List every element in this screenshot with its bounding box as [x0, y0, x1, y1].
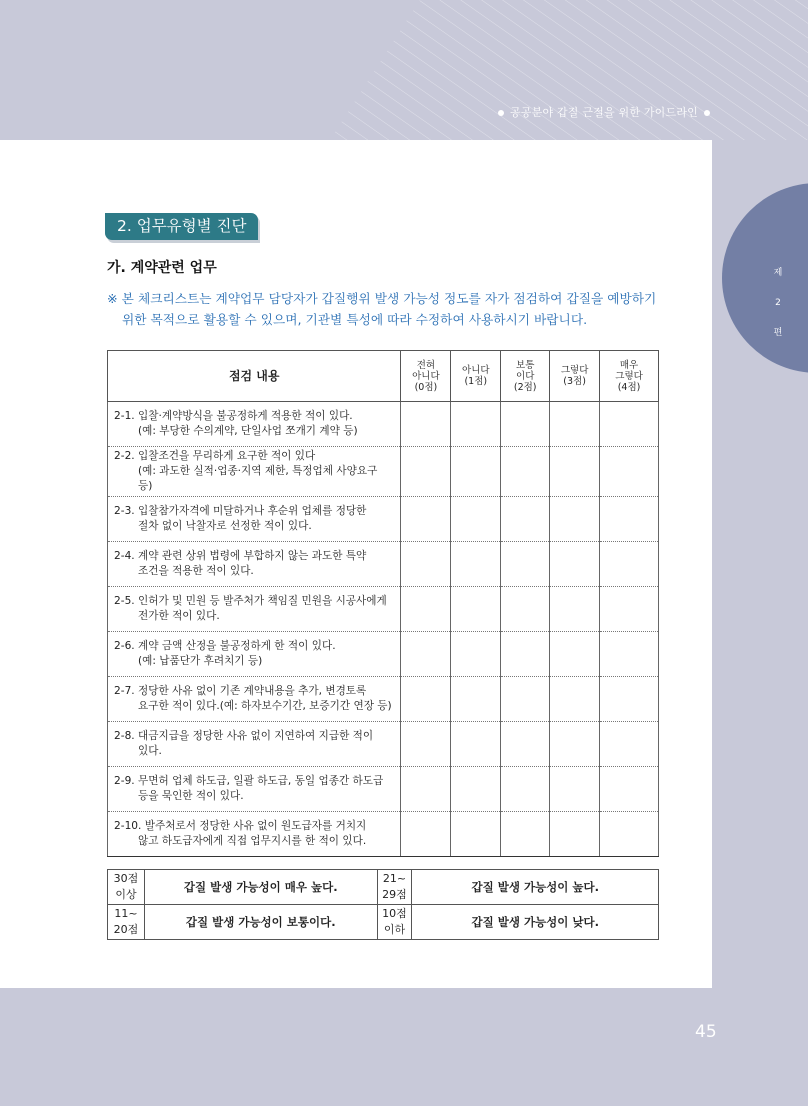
- checklist-row: [108, 402, 659, 447]
- score-range: 30점 이상: [108, 870, 145, 905]
- checklist-answer-cell[interactable]: [501, 722, 550, 767]
- checklist-item-text: 2-5. 인허가 및 민원 등 발주처가 책임질 민원을 시공사에게 전가한 적이 있다.: [108, 587, 401, 632]
- checklist-answer-cell[interactable]: [550, 497, 600, 542]
- score-description: 갑질 발생 가능성이 낮다.: [412, 905, 659, 940]
- checklist-answer-cell[interactable]: [451, 812, 501, 857]
- checklist-answer-cell[interactable]: [451, 587, 501, 632]
- subsection-title: 가. 계약관련 업무: [107, 260, 217, 276]
- checklist-row: [108, 677, 659, 722]
- checklist-answer-cell[interactable]: [550, 722, 600, 767]
- checklist-answer-cell[interactable]: [600, 402, 659, 447]
- score-description: 갑질 발생 가능성이 높다.: [412, 870, 659, 905]
- checklist-answer-cell[interactable]: [550, 402, 600, 447]
- checklist-item-text: 2-10. 발주처로서 정당한 사유 없이 원도급자를 거치지 않고 하도급자에게 직접 업무지시를 한 적이 있다.: [108, 812, 401, 857]
- checklist-answer-cell[interactable]: [501, 812, 550, 857]
- checklist-row: [108, 587, 659, 632]
- score-range: 10점 이하: [377, 905, 412, 940]
- checklist-answer-cell[interactable]: [550, 812, 600, 857]
- side-tab-char: 제: [773, 268, 783, 278]
- checklist-answer-cell[interactable]: [600, 632, 659, 677]
- checklist-answer-cell[interactable]: [451, 677, 501, 722]
- checklist-answer-cell[interactable]: [401, 587, 451, 632]
- checklist-answer-cell[interactable]: [600, 497, 659, 542]
- checklist-answer-cell[interactable]: [550, 587, 600, 632]
- checklist-row: [108, 497, 659, 542]
- checklist-answer-cell[interactable]: [401, 402, 451, 447]
- checklist-row: [108, 767, 659, 812]
- score-row: [108, 905, 659, 940]
- score-range: 21~ 29점: [377, 870, 412, 905]
- score-row: [108, 870, 659, 905]
- checklist-answer-cell[interactable]: [401, 812, 451, 857]
- checklist-answer-cell[interactable]: [501, 497, 550, 542]
- side-tab-char: 편: [773, 328, 783, 338]
- checklist-answer-cell[interactable]: [451, 722, 501, 767]
- header-content: 점검 내용: [108, 351, 401, 402]
- notice-line-1: ※ 본 체크리스트는 계약업무 담당자가 갑질행위 발생 가능성 정도를 자가 점검하여 갑질을 예방하기: [107, 291, 657, 306]
- checklist-item-text: 2-6. 계약 금액 산정을 불공정하게 한 적이 있다. (예: 납품단가 후려치기 등): [108, 632, 401, 677]
- checklist-answer-cell[interactable]: [501, 677, 550, 722]
- checklist-answer-cell[interactable]: [401, 632, 451, 677]
- checklist-answer-cell[interactable]: [600, 722, 659, 767]
- checklist-answer-cell[interactable]: [451, 632, 501, 677]
- running-header: [492, 104, 716, 120]
- side-tab-label: [772, 258, 784, 348]
- checklist-row: [108, 447, 659, 497]
- checklist-answer-cell[interactable]: [401, 767, 451, 812]
- header-option: 전혀 아니다 (0점): [401, 351, 451, 402]
- score-description: 갑질 발생 가능성이 매우 높다.: [144, 870, 377, 905]
- checklist-table: [107, 350, 659, 857]
- bullet-dot-icon: [704, 110, 710, 116]
- checklist-answer-cell[interactable]: [501, 632, 550, 677]
- checklist-answer-cell[interactable]: [550, 677, 600, 722]
- checklist-row: [108, 722, 659, 767]
- checklist-answer-cell[interactable]: [550, 632, 600, 677]
- checklist-answer-cell[interactable]: [501, 402, 550, 447]
- header-option: 매우 그렇다 (4점): [600, 351, 659, 402]
- checklist-answer-cell[interactable]: [401, 542, 451, 587]
- checklist-answer-cell[interactable]: [501, 767, 550, 812]
- section-badge: 2. 업무유형별 진단: [105, 213, 258, 240]
- checklist-item-text: 2-7. 정당한 사유 없이 기존 계약내용을 추가, 변경토록 요구한 적이 있다.(예: 하자보수기간, 보증기간 연장 등): [108, 677, 401, 722]
- checklist-answer-cell[interactable]: [600, 677, 659, 722]
- running-header-title: 공공분야 갑질 근절을 위한 가이드라인: [509, 106, 698, 119]
- checklist-answer-cell[interactable]: [600, 447, 659, 497]
- checklist-answer-cell[interactable]: [501, 587, 550, 632]
- checklist-answer-cell[interactable]: [550, 767, 600, 812]
- checklist-header-row: [108, 351, 659, 402]
- checklist-answer-cell[interactable]: [550, 542, 600, 587]
- checklist-answer-cell[interactable]: [451, 542, 501, 587]
- bullet-dot-icon: [498, 110, 504, 116]
- checklist-answer-cell[interactable]: [600, 542, 659, 587]
- checklist-answer-cell[interactable]: [451, 497, 501, 542]
- checklist-answer-cell[interactable]: [401, 677, 451, 722]
- checklist-item-text: 2-2. 입찰조건을 무리하게 요구한 적이 있다 (예: 과도한 실적·업종·지역 제한, 특정업체 사양요구 등): [108, 447, 401, 497]
- checklist-answer-cell[interactable]: [501, 542, 550, 587]
- checklist-answer-cell[interactable]: [451, 447, 501, 497]
- checklist-answer-cell[interactable]: [451, 767, 501, 812]
- header-option: 보통 이다 (2점): [501, 351, 550, 402]
- notice-text: [107, 288, 667, 330]
- checklist-row: [108, 632, 659, 677]
- checklist-answer-cell[interactable]: [600, 587, 659, 632]
- page-number: 45: [695, 1022, 717, 1042]
- notice-line-2: 위한 목적으로 활용할 수 있으며, 기관별 특성에 따라 수정하여 사용하시기 바랍니다.: [122, 312, 588, 327]
- checklist-answer-cell[interactable]: [401, 447, 451, 497]
- checklist-answer-cell[interactable]: [501, 447, 550, 497]
- score-range: 11~ 20점: [108, 905, 145, 940]
- side-section-tab: [722, 183, 808, 373]
- checklist-answer-cell[interactable]: [401, 497, 451, 542]
- checklist-item-text: 2-8. 대금지급을 정당한 사유 없이 지연하여 지급한 적이 있다.: [108, 722, 401, 767]
- side-tab-char: 2: [775, 298, 781, 308]
- score-description: 갑질 발생 가능성이 보통이다.: [144, 905, 377, 940]
- header-option: 그렇다 (3점): [550, 351, 600, 402]
- checklist-row: [108, 812, 659, 857]
- checklist-answer-cell[interactable]: [401, 722, 451, 767]
- checklist-row: [108, 542, 659, 587]
- checklist-answer-cell[interactable]: [550, 447, 600, 497]
- checklist-answer-cell[interactable]: [451, 402, 501, 447]
- checklist-answer-cell[interactable]: [600, 767, 659, 812]
- score-table: [107, 869, 659, 940]
- checklist-item-text: 2-3. 입찰참가자격에 미달하거나 후순위 업체를 정당한 절차 없이 낙찰자로 선정한 적이 있다.: [108, 497, 401, 542]
- header-option: 아니다 (1점): [451, 351, 501, 402]
- checklist-item-text: 2-9. 무면허 업체 하도급, 일괄 하도급, 동일 업종간 하도급 등을 묵인한 적이 있다.: [108, 767, 401, 812]
- checklist-item-text: 2-1. 입찰·계약방식을 불공정하게 적용한 적이 있다. (예: 부당한 수의계약, 단일사업 쪼개기 계약 등): [108, 402, 401, 447]
- checklist-item-text: 2-4. 계약 관련 상위 법령에 부합하지 않는 과도한 특약 조건을 적용한 적이 있다.: [108, 542, 401, 587]
- checklist-answer-cell[interactable]: [600, 812, 659, 857]
